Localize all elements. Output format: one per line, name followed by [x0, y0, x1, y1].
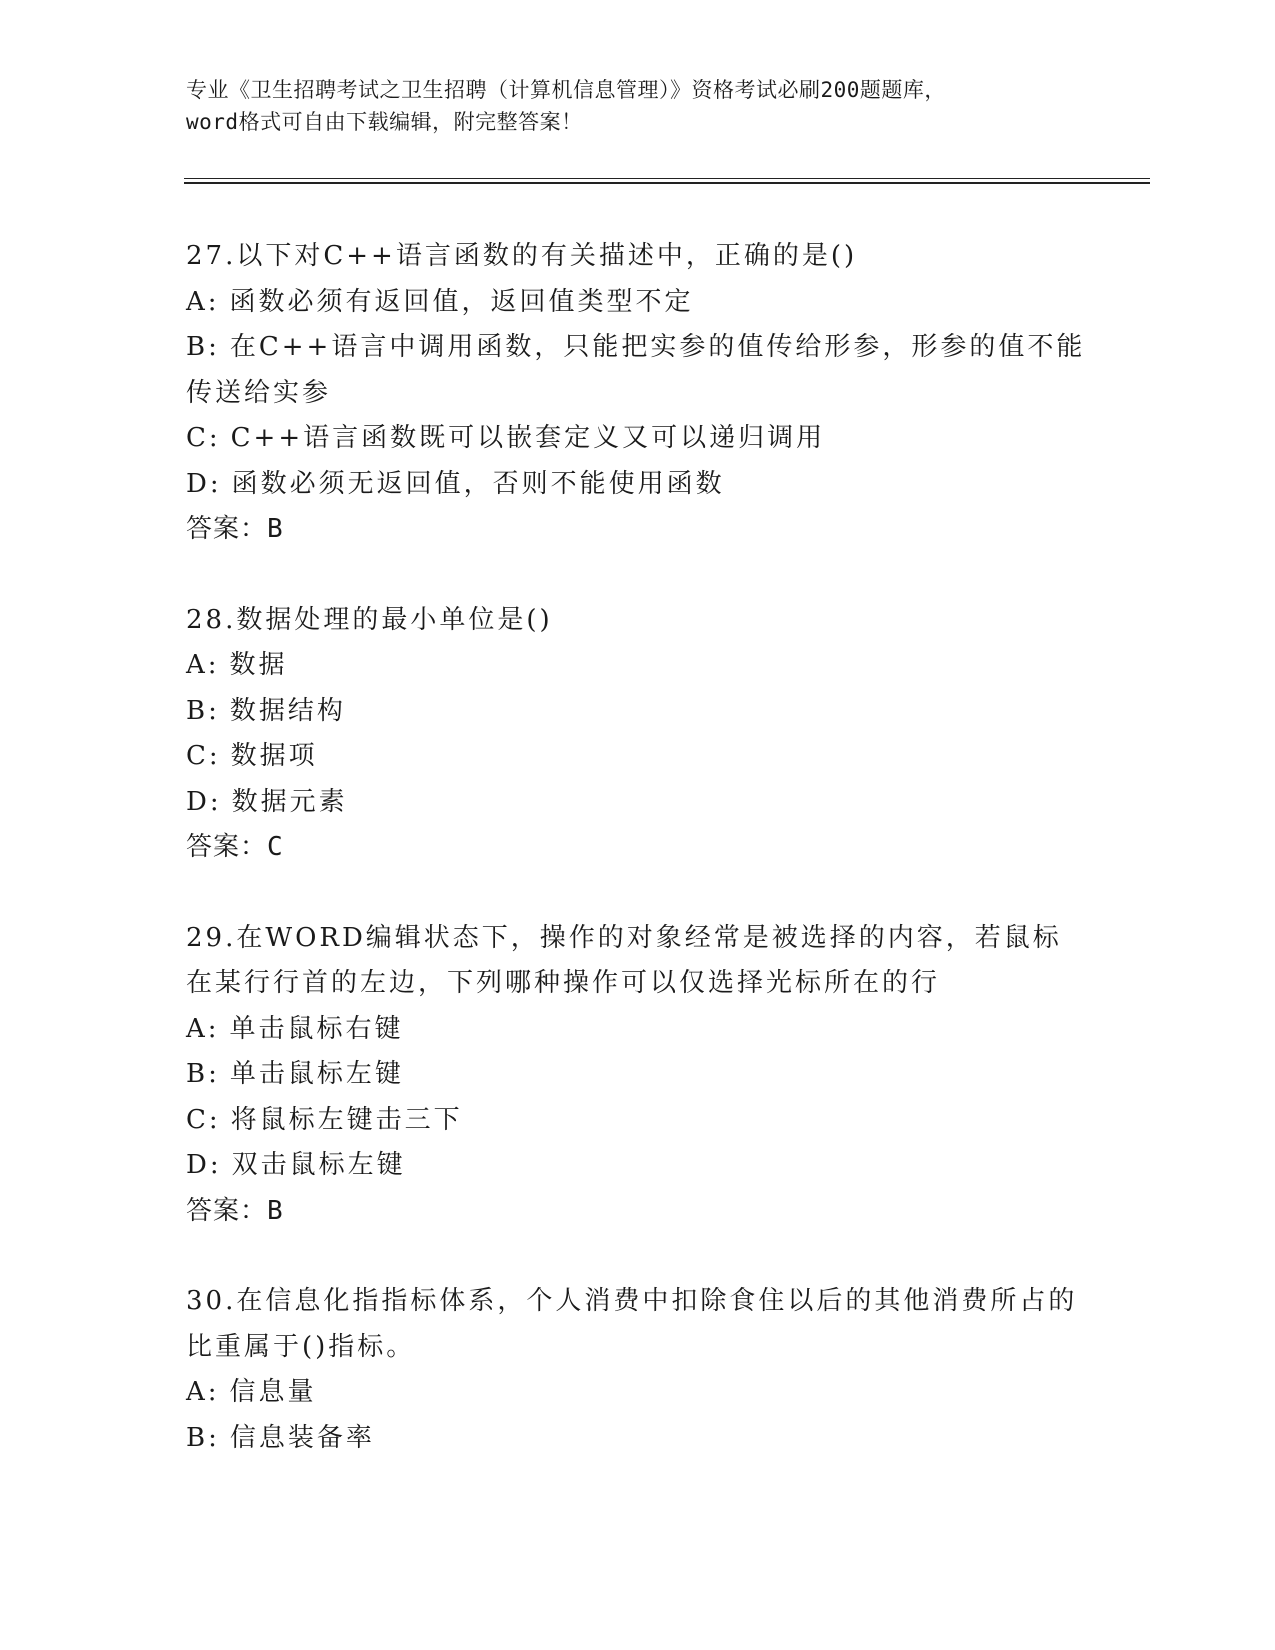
- header-divider-top: [184, 178, 1150, 179]
- option-letter: B:: [186, 1422, 220, 1453]
- header-title-line-1: 专业《卫生招聘考试之卫生招聘（计算机信息管理）》资格考试必刷200题题库，: [186, 78, 946, 102]
- option-letter: D:: [186, 1150, 222, 1180]
- option-letter: C:: [186, 1104, 221, 1135]
- option-letter: C:: [186, 423, 221, 453]
- option-letter: B:: [186, 1059, 220, 1089]
- option-b: [186, 1416, 1086, 1462]
- option-letter: A:: [186, 650, 220, 680]
- header-divider-bottom: [184, 182, 1150, 184]
- question-stem: 30.在信息化指指标体系，个人消费中扣除食住以后的其他消费所占的比重属于()指标。: [186, 1286, 1078, 1362]
- option-b: [186, 325, 1086, 416]
- option-text: 单击鼠标左键: [229, 1059, 404, 1089]
- option-c: [186, 734, 1086, 780]
- option-text: 数据: [229, 650, 288, 680]
- question-27: [186, 234, 1086, 553]
- option-letter: D:: [186, 786, 222, 817]
- option-text: 函数必须无返回值，否则不能使用函数: [231, 468, 725, 499]
- option-text: C++语言函数既可以嵌套定义又可以递归调用: [230, 423, 826, 453]
- option-text: 信息装备率: [229, 1422, 375, 1453]
- answer-line: 答案：B: [186, 514, 284, 544]
- answer-line: 答案：C: [186, 832, 284, 862]
- option-text: 信息量: [229, 1377, 317, 1407]
- option-d: [186, 462, 1086, 508]
- option-letter: A:: [186, 1013, 220, 1044]
- option-letter: A:: [186, 1377, 220, 1407]
- option-text: 将鼠标左键击三下: [230, 1104, 463, 1135]
- option-d: [186, 780, 1086, 826]
- option-text: 数据结构: [229, 695, 346, 726]
- option-letter: C:: [186, 741, 221, 771]
- option-b: [186, 1052, 1086, 1098]
- option-text: 双击鼠标左键: [231, 1150, 406, 1180]
- question-stem: 27.以下对C++语言函数的有关描述中，正确的是(): [186, 241, 858, 271]
- option-d: [186, 1143, 1086, 1189]
- answer-line: 答案：B: [186, 1195, 284, 1226]
- option-a: [186, 1007, 1086, 1053]
- option-letter: D:: [186, 468, 222, 499]
- option-a: [186, 643, 1086, 689]
- question-28: [186, 598, 1086, 871]
- option-letter: A:: [186, 286, 220, 317]
- option-c: [186, 416, 1086, 462]
- option-text: 数据元素: [231, 786, 348, 817]
- question-list: [186, 234, 1086, 1461]
- question-stem: 28.数据处理的最小单位是(): [186, 604, 553, 635]
- option-text: 在C++语言中调用函数，只能把实参的值传给形参，形参的值不能传送给实参: [186, 332, 1086, 408]
- option-c: [186, 1098, 1086, 1144]
- question-stem: 29.在WORD编辑状态下，操作的对象经常是被选择的内容，若鼠标在某行行首的左边，下列哪种操作可以仅选择光标所在的行: [186, 922, 1062, 998]
- option-a: [186, 280, 1086, 326]
- option-text: 单击鼠标右键: [229, 1013, 404, 1044]
- option-text: 函数必须有返回值，返回值类型不定: [229, 286, 694, 317]
- option-letter: B:: [186, 332, 220, 362]
- option-a: [186, 1370, 1086, 1416]
- question-29: [186, 916, 1086, 1235]
- option-letter: B:: [186, 695, 220, 726]
- option-b: [186, 689, 1086, 735]
- header-title-line-2: word格式可自由下载编辑，附完整答案！: [186, 110, 583, 134]
- question-30: [186, 1279, 1086, 1461]
- option-text: 数据项: [230, 741, 318, 771]
- document-header: [186, 74, 1086, 138]
